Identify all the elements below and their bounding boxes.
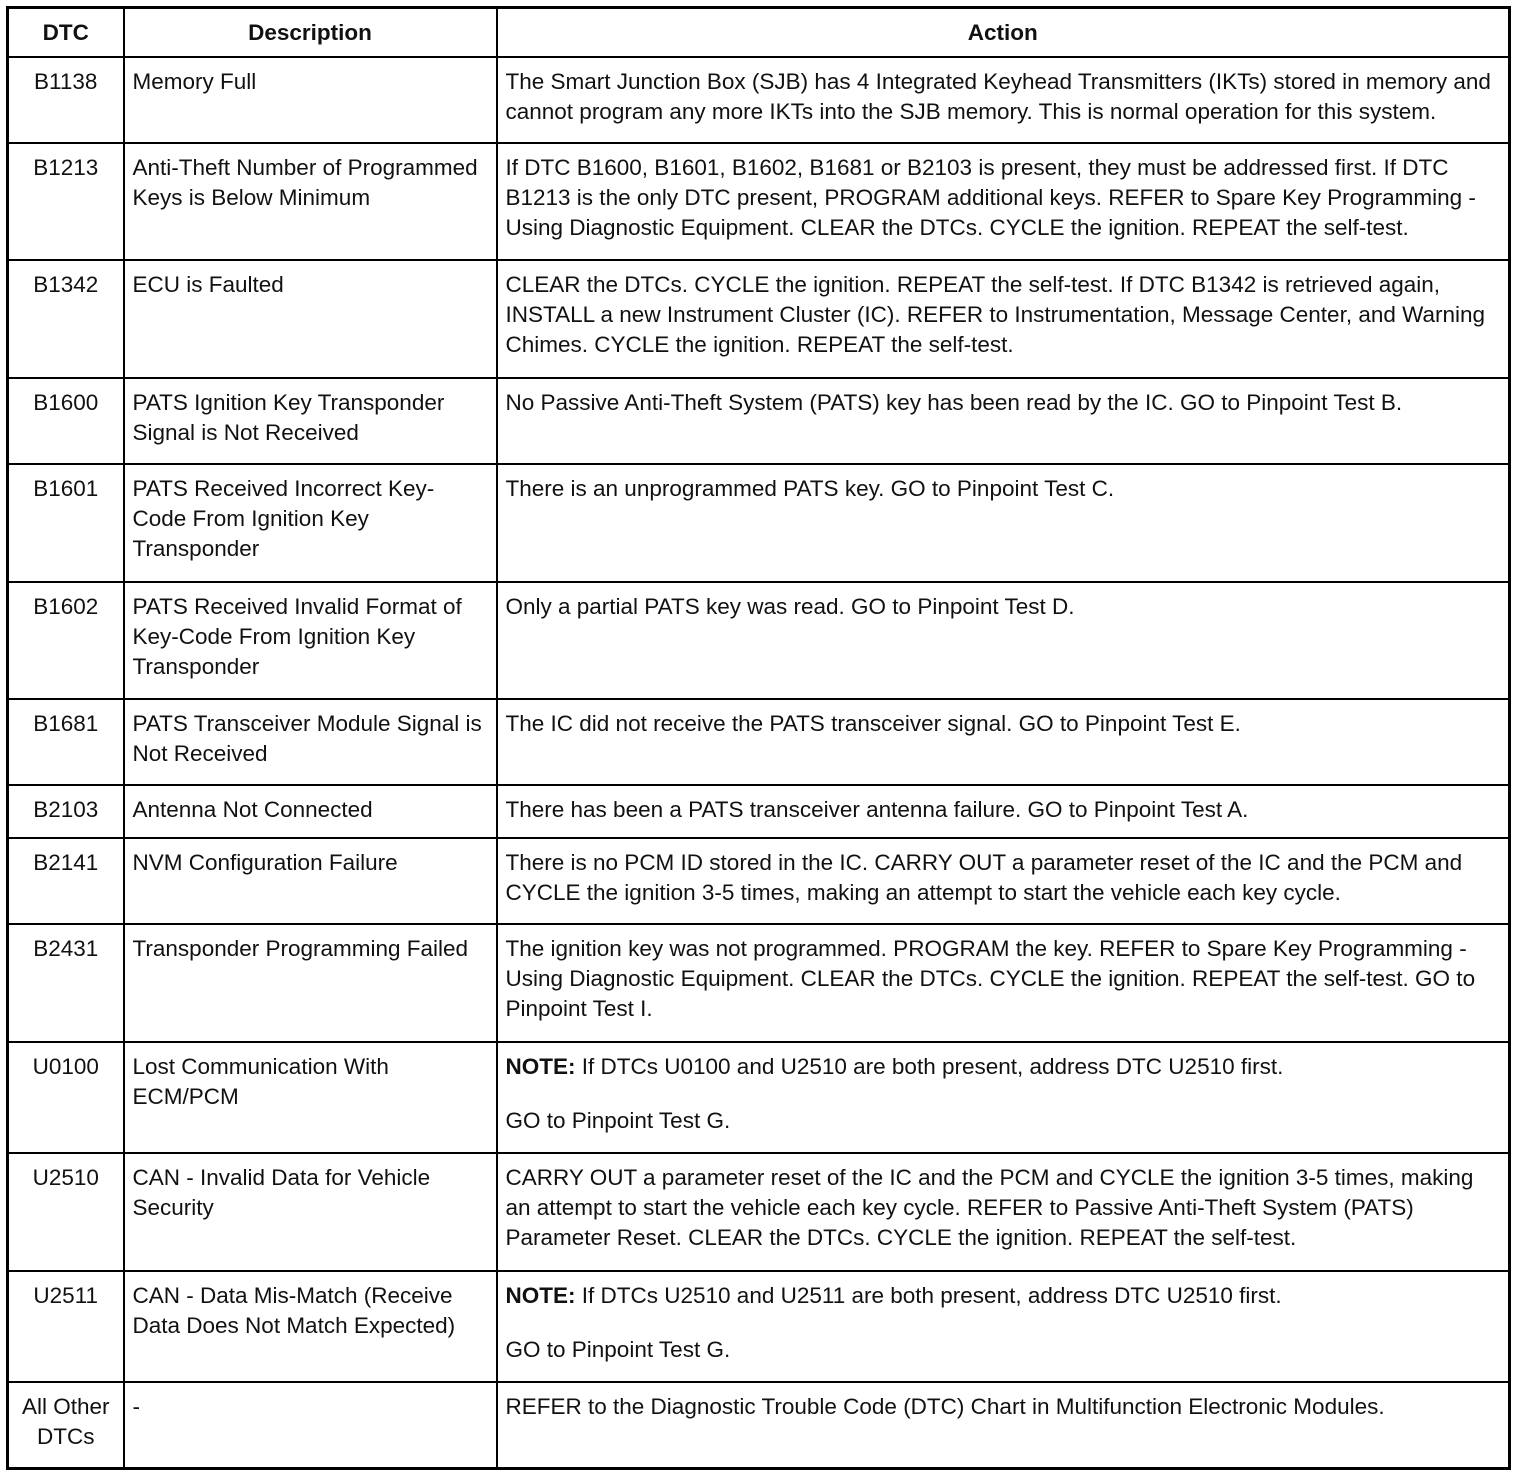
table-row [8, 1271, 1510, 1382]
dtc-description: Anti-Theft Number of Programmed Keys is Below Minimum [124, 143, 497, 261]
dtc-code: U2511 [8, 1271, 124, 1382]
note-text: If DTCs U2510 and U2511 are both present, address DTC U2510 first. [575, 1282, 1282, 1308]
dtc-description: PATS Transceiver Module Signal is Not Received [124, 699, 497, 785]
dtc-description: Transponder Programming Failed [124, 924, 497, 1042]
dtc-description: Antenna Not Connected [124, 785, 497, 839]
dtc-description: PATS Received Invalid Format of Key-Code From Ignition Key Transponder [124, 582, 497, 700]
table-row [8, 1382, 1510, 1468]
dtc-action [497, 1271, 1510, 1382]
dtc-description: Lost Communication With ECM/PCM [124, 1042, 497, 1153]
dtc-description: CAN - Invalid Data for Vehicle Security [124, 1153, 497, 1271]
note-label: NOTE: [505, 1282, 576, 1308]
action-text: GO to Pinpoint Test G. [505, 1336, 731, 1362]
table-row [8, 1153, 1510, 1271]
dtc-action [497, 1042, 1510, 1153]
table-row [8, 143, 1510, 261]
dtc-code: B2103 [8, 785, 124, 839]
dtc-description: NVM Configuration Failure [124, 838, 497, 924]
table-row [8, 699, 1510, 785]
dtc-description: PATS Received Incorrect Key-Code From Ignition Key Transponder [124, 464, 497, 582]
dtc-action: REFER to the Diagnostic Trouble Code (DTC) Chart in Multifunction Electronic Modules. [497, 1382, 1510, 1468]
dtc-code: B1213 [8, 143, 124, 261]
action-text: GO to Pinpoint Test G. [505, 1107, 731, 1133]
dtc-code: B2141 [8, 838, 124, 924]
header-description: Description [124, 8, 497, 58]
dtc-code: B1342 [8, 260, 124, 378]
dtc-code: U0100 [8, 1042, 124, 1153]
dtc-code: All Other DTCs [8, 1382, 124, 1468]
table-row [8, 582, 1510, 700]
table-row [8, 1042, 1510, 1153]
note-text: If DTCs U0100 and U2510 are both present, address DTC U2510 first. [575, 1053, 1284, 1079]
dtc-code: B2431 [8, 924, 124, 1042]
table-row [8, 785, 1510, 839]
dtc-action: CLEAR the DTCs. CYCLE the ignition. REPEAT the self-test. If DTC B1342 is retrieved again, INSTALL a new Instrument Cluster (IC). REFER to Instrumentation, Message Center, and Warning Chimes. CYCLE the ignition. REPEAT the self-test. [497, 260, 1510, 378]
dtc-code: U2510 [8, 1153, 124, 1271]
header-row [8, 8, 1510, 58]
note-label: NOTE: [505, 1053, 576, 1079]
dtc-action: There is an unprogrammed PATS key. GO to Pinpoint Test C. [497, 464, 1510, 582]
dtc-action: The IC did not receive the PATS transceiver signal. GO to Pinpoint Test E. [497, 699, 1510, 785]
dtc-code: B1600 [8, 378, 124, 464]
dtc-action: The Smart Junction Box (SJB) has 4 Integrated Keyhead Transmitters (IKTs) stored in memory and cannot program any more IKTs into the SJB memory. This is normal operation for this system. [497, 57, 1510, 143]
dtc-table [6, 6, 1511, 1470]
table-row [8, 464, 1510, 582]
table-row [8, 838, 1510, 924]
dtc-code: B1602 [8, 582, 124, 700]
header-dtc: DTC [8, 8, 124, 58]
dtc-code: B1601 [8, 464, 124, 582]
dtc-action: Only a partial PATS key was read. GO to Pinpoint Test D. [497, 582, 1510, 700]
dtc-action: If DTC B1600, B1601, B1602, B1681 or B2103 is present, they must be addressed first. If DTC B1213 is the only DTC present, PROGRAM additional keys. REFER to Spare Key Programming - Using Diagnostic Equipment. CLEAR the DTCs. CYCLE the ignition. REPEAT the self-test. [497, 143, 1510, 261]
table-row [8, 57, 1510, 143]
dtc-code: B1681 [8, 699, 124, 785]
table-row [8, 378, 1510, 464]
dtc-code: B1138 [8, 57, 124, 143]
dtc-action: CARRY OUT a parameter reset of the IC and the PCM and CYCLE the ignition 3-5 times, making an attempt to start the vehicle each key cycle. REFER to Passive Anti-Theft System (PATS) Parameter Reset. CLEAR the DTCs. CYCLE the ignition. REPEAT the self-test. [497, 1153, 1510, 1271]
dtc-action: There is no PCM ID stored in the IC. CARRY OUT a parameter reset of the IC and the PCM and CYCLE the ignition 3-5 times, making an attempt to start the vehicle each key cycle. [497, 838, 1510, 924]
header-action: Action [497, 8, 1510, 58]
dtc-action: The ignition key was not programmed. PROGRAM the key. REFER to Spare Key Programming - Using Diagnostic Equipment. CLEAR the DTCs. CYCLE the ignition. REPEAT the self-test. GO to Pinpoint Test I. [497, 924, 1510, 1042]
table-row [8, 260, 1510, 378]
dtc-description: CAN - Data Mis-Match (Receive Data Does Not Match Expected) [124, 1271, 497, 1382]
table-row [8, 924, 1510, 1042]
dtc-description: - [124, 1382, 497, 1468]
dtc-action: There has been a PATS transceiver antenna failure. GO to Pinpoint Test A. [497, 785, 1510, 839]
dtc-description: ECU is Faulted [124, 260, 497, 378]
dtc-action: No Passive Anti-Theft System (PATS) key has been read by the IC. GO to Pinpoint Test B. [497, 378, 1510, 464]
dtc-description: PATS Ignition Key Transponder Signal is Not Received [124, 378, 497, 464]
dtc-description: Memory Full [124, 57, 497, 143]
